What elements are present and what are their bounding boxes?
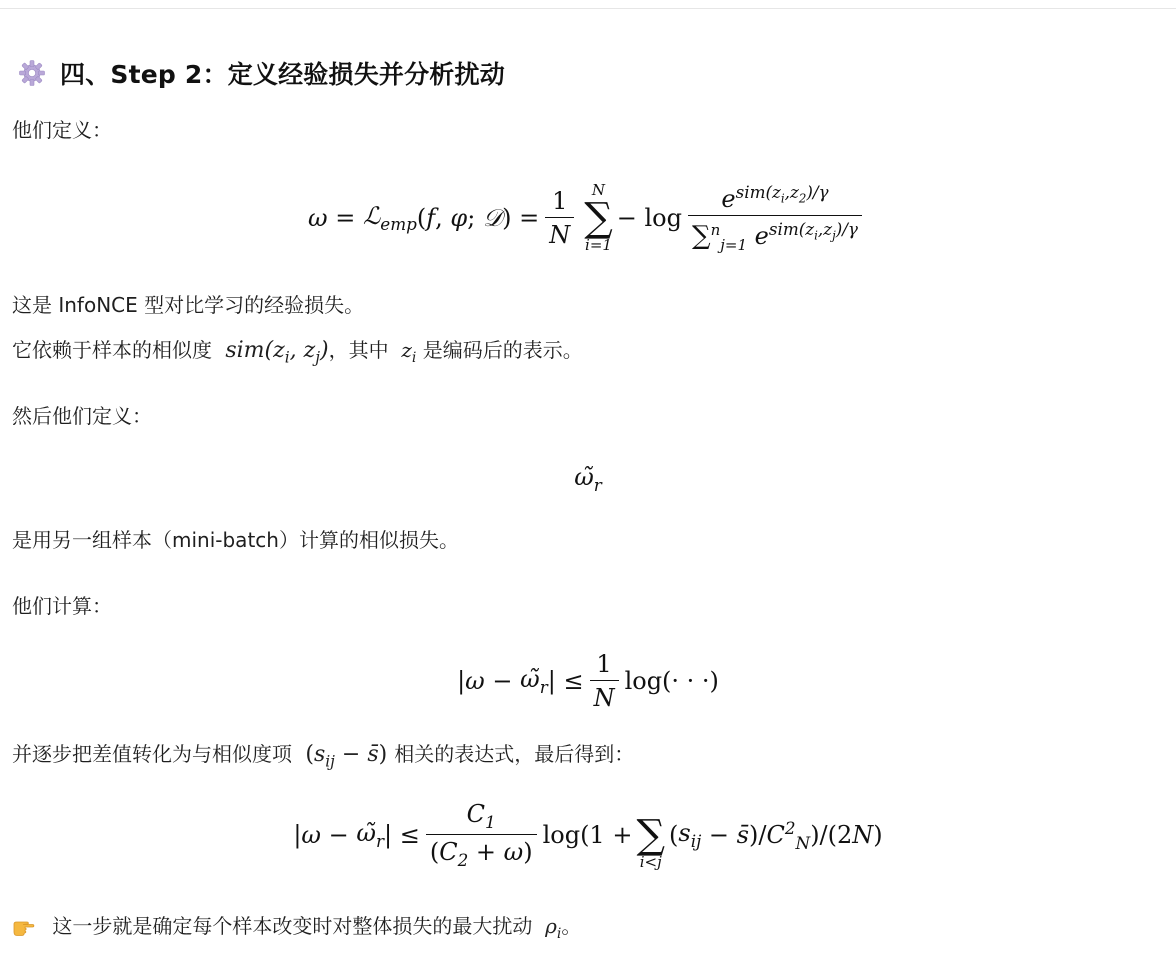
text-similarity-mid: ，其中: [328, 338, 389, 362]
text-transform-lead: 并逐步把差值转化为与相似度项: [12, 742, 292, 766]
paragraph-minibatch: 是用另一组样本（mini-batch）计算的相似损失。: [12, 528, 459, 552]
paragraph-then-define: 然后他们定义：: [12, 404, 152, 428]
text-conclusion: 这一步就是确定每个样本改变时对整体损失的最大扰动: [52, 914, 533, 938]
pointing-hand-icon: [12, 915, 36, 937]
equation-empirical-loss: ω = ℒ$_{emp}$ ( f , φ ; 𝒟 ) = $\frac{1}{N}$ N ∑ i=1 − log $\frac{e^{sim(z_i,z_2)/\gamma}}{\sum^n_{j=1} e^{sim(z_i,z_j)/\gamma}}$: [0, 170, 1176, 266]
paragraph-conclusion: 这一步就是确定每个样本改变时对整体损失的最大扰动 $\rho_i$。: [12, 912, 581, 948]
equation-bound-simple: | ω − $\omegã_r$ | ≤ $\frac{1}{N}$ log(· · ·): [457, 649, 719, 712]
section-title: 四、Step 2：定义经验损失并分析扰动: [60, 60, 505, 89]
paragraph-compute: 他们计算：: [12, 594, 112, 618]
paragraph-define: 他们定义：: [12, 118, 112, 142]
section-heading: [18, 56, 505, 90]
text-transform-tail: 相关的表达式，最后得到：: [394, 742, 635, 766]
top-divider: [0, 8, 1176, 9]
equation-bound-final: | ω − $\omegã_r$ | ≤ $\frac{C_1}{(C_2 + \omega)}$ log(1 + ∑ i<j ( $s_{ij}$ − s̄ )/ $C^2_N$ )/(2 N ): [293, 799, 883, 871]
paragraph-infonce: 这是 InfoNCE 型对比学习的经验损失。: [12, 293, 365, 317]
equation-omega-tilde: $\omegã_r$: [574, 463, 602, 495]
gear-icon: [18, 59, 46, 87]
paragraph-transform: 并逐步把差值转化为与相似度项 ($s_{ij}$ − s̄) 相关的表达式，最后得到：: [12, 742, 635, 771]
text-similarity-lead: 它依赖于样本的相似度: [12, 338, 212, 362]
paragraph-similarity: 它依赖于样本的相似度 $sim(z_i$, $z_j$)，其中 $z_i$ 是编码后的表示。: [12, 338, 583, 367]
text-similarity-tail: 是编码后的表示。: [422, 338, 583, 362]
